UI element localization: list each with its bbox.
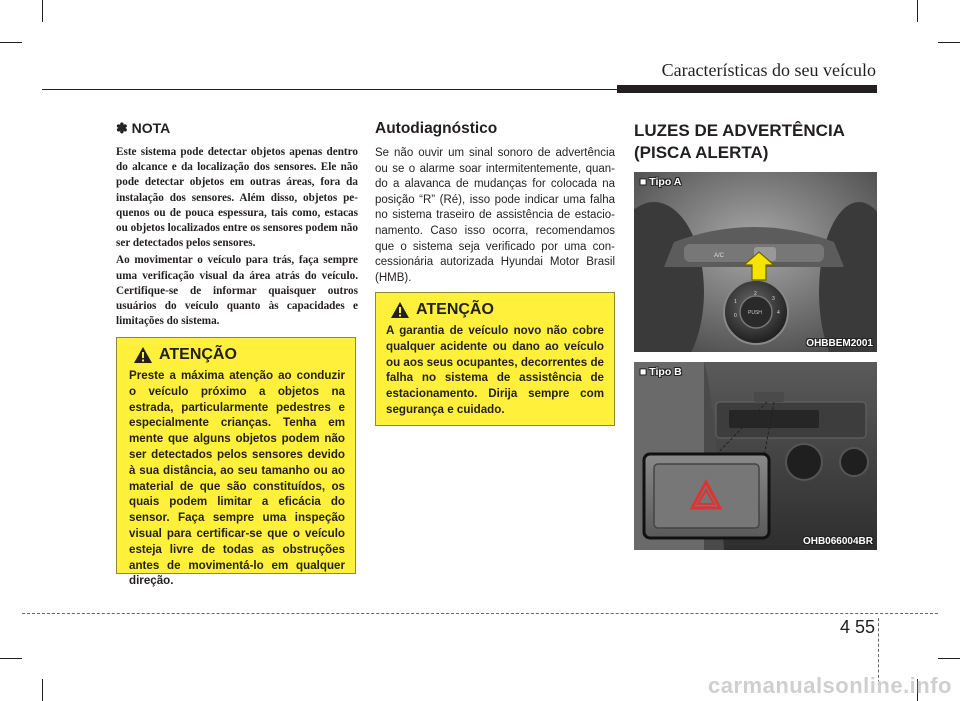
dial-number: 2 bbox=[754, 291, 757, 297]
crop-mark bbox=[42, 0, 43, 22]
section-title: Características do seu veículo bbox=[661, 60, 876, 80]
dial-number: 0 bbox=[734, 313, 737, 319]
warning-text: A garantia de veículo novo não cobre qualquer acidente ou dano ao veículo ou aos seus ocupantes, decorrentes de falha no sistema de assistência de estacionamento. Dirija sempre com segurança e cuidado. bbox=[386, 324, 604, 416]
warning-box bbox=[375, 292, 615, 426]
page-number: 4 55 bbox=[840, 617, 876, 637]
hazard-lights-column bbox=[634, 120, 879, 164]
note-heading: ✽ NOTA bbox=[116, 120, 171, 136]
warning-triangle-icon bbox=[390, 301, 410, 319]
watermark: carmanualsonline.info bbox=[708, 673, 952, 698]
autodiagnosis-text: Se não ouvir um sinal sonoro de advertência ou se o alarme soar intermitentemente, quando a alavanca de mudanças for colocada na posição “R” (Ré), isso pode indicar uma falha no sistema traseiro de assistência de estacionamento. Caso isso ocorra, recomendamos que o sistema seja verificado por uma concessionária autorizada Hyundai Motor Brasil (HMB). bbox=[375, 147, 615, 284]
dial-number: 4 bbox=[777, 310, 780, 316]
warning-title-row bbox=[386, 301, 604, 319]
crop-mark bbox=[42, 679, 43, 701]
crop-mark bbox=[0, 42, 22, 43]
crop-mark bbox=[0, 658, 22, 659]
warning-title-row bbox=[129, 346, 345, 364]
ac-label: A/C bbox=[714, 253, 725, 259]
dial-number: 1 bbox=[734, 299, 737, 305]
center-console-image bbox=[634, 362, 877, 550]
crop-mark bbox=[938, 42, 960, 43]
photo-type-b bbox=[634, 362, 877, 550]
photo-tag: ■ Tipo B bbox=[640, 366, 682, 378]
image-code: OHBBEM2001 bbox=[806, 338, 873, 349]
autodiagnosis-column bbox=[375, 120, 615, 286]
warning-title: ATENÇÃO bbox=[159, 346, 237, 363]
autodiagnosis-heading: Autodiagnóstico bbox=[375, 120, 498, 137]
warning-title: ATENÇÃO bbox=[416, 301, 494, 318]
note-paragraph: Este sistema pode detectar objetos apenas dentro do alcance e da localização dos sensores. Ele não pode detectar objetos em outras áreas, fora da instalação dos sensores. Além disso, objetos pequenos ou de pouca espessura, tais como, estacas ou objetos localizados entre os sensores podem não ser detectados pelos sensores. bbox=[116, 146, 358, 250]
note-column bbox=[116, 120, 358, 331]
warning-box bbox=[116, 337, 356, 588]
image-code: OHB066004BR bbox=[802, 536, 873, 547]
hazard-lights-heading: LUZES DE ADVERTÊNCIA (PISCA ALERTA) bbox=[634, 121, 845, 162]
note-paragraph: Ao movimentar o veículo para trás, faça sempre uma verificação visual da área atrás do veículo. Certifique-se de informar quaisquer outros usuários do veículo quanto às capacidades e limitações do sistema. bbox=[116, 254, 358, 328]
photo-type-a bbox=[634, 172, 877, 352]
header-bar bbox=[617, 85, 877, 93]
warning-text: Preste a máxima atenção ao conduzir o veículo próximo a objetos na estrada, particularmente pedestres e especialmente crianças. Tenha em mente que alguns objetos podem não ser detectados pelos sensores devido à sua distância, ao seu tamanho ou ao material de que são constituídos, os quais podem limitar a eficácia do sensor. Faça sempre uma inspeção visual para certificar-se que o veículo esteja livre de todas as obstruções antes de movimentá-lo em qualquer direção. bbox=[129, 369, 345, 588]
footer-dashed-rule bbox=[22, 613, 938, 614]
dial-push-label: PUSH bbox=[748, 310, 762, 316]
crop-mark bbox=[938, 658, 960, 659]
dial-number: 3 bbox=[772, 296, 775, 302]
warning-triangle-icon bbox=[133, 346, 153, 364]
crop-mark bbox=[917, 0, 918, 22]
photo-tag: ■ Tipo A bbox=[640, 176, 682, 188]
center-console-image bbox=[634, 172, 877, 352]
